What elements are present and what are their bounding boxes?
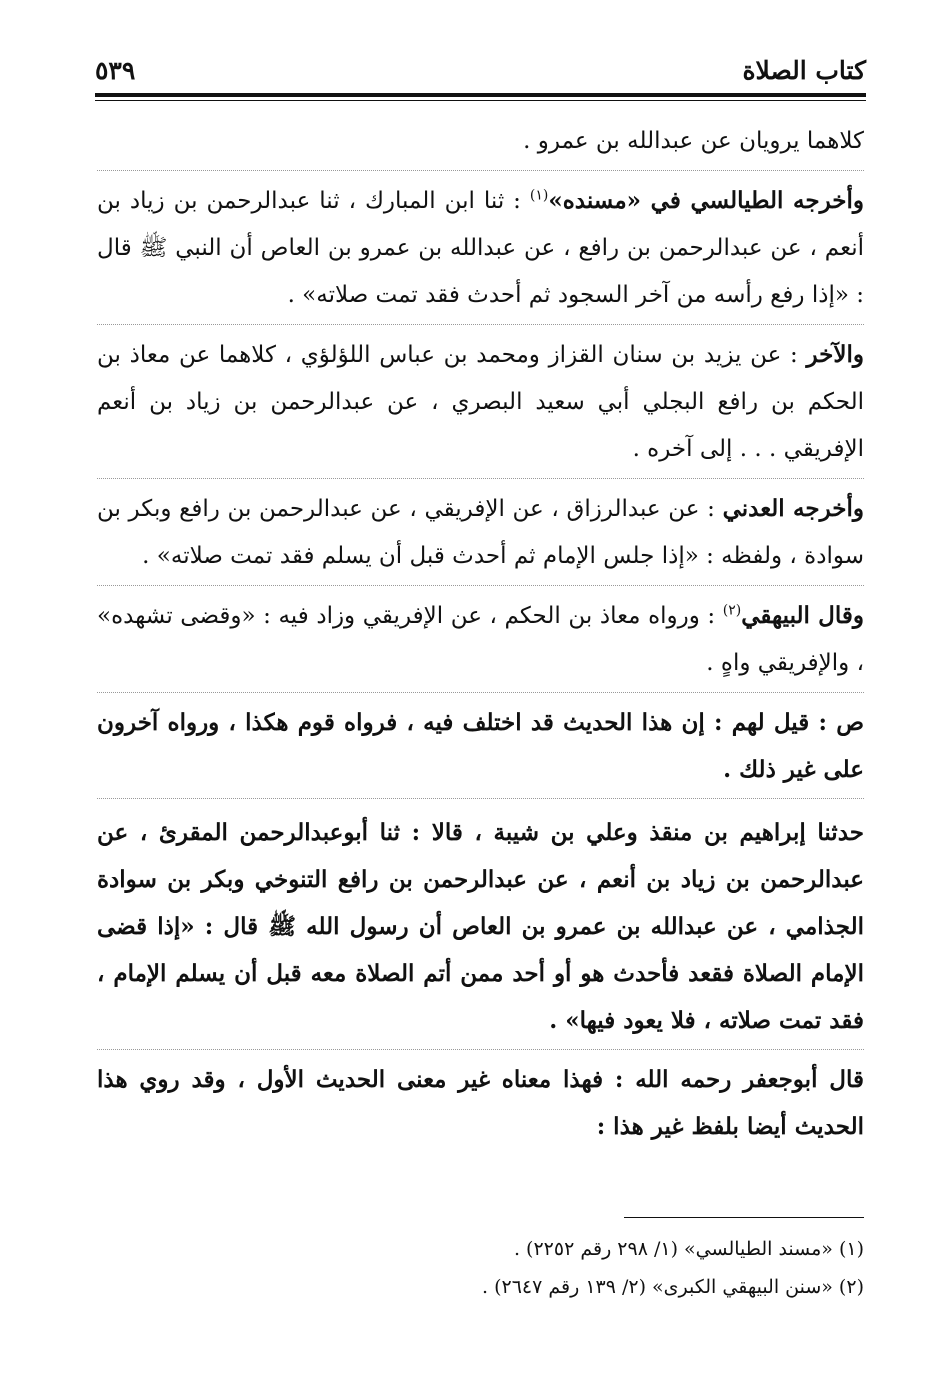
paragraph [97,177,864,325]
paragraph-text: : عن يزيد بن سنان القزاز ومحمد بن عباس اللؤلؤي ، كلاهما عن معاذ بن الحكم بن رافع البجلي أبي سعيد البصري ، عن عبدالرحمن بن زياد بن أنعم الإفريقي . . . إلى آخره . [97,342,864,462]
paragraph-lead: ص [836,709,864,736]
chapter-title: كتاب الصلاة [742,56,866,85]
running-header [95,52,866,92]
footnotes [97,1230,864,1306]
footnote-reference: (٢) [722,602,742,619]
paragraph-text: قال أبوجعفر رحمه الله : فهذا معناه غير معنى الحديث الأول ، وقد روي هذا الحديث أيضا بلفظ غير هذا : [97,1066,864,1140]
footnote: (٢) «سنن البيهقي الكبرى» (٢/ ١٣٩ رقم ٢٦٤٧) . [482,1276,864,1298]
header-rule-thick [95,93,866,97]
paragraph-text: : ورواه معاذ بن الحكم ، عن الإفريقي وزاد فيه : «وقضى تشهده» ، والإفريقي واهٍ . [97,603,864,676]
paragraph-text: حدثنا إبراهيم بن منقذ وعلي بن شيبة ، قالا : ثنا أبوعبدالرحمن المقرئ ، عن عبدالرحمن بن زياد بن أنعم ، عن عبدالرحمن بن رافع التنوخي وبكر بن سوادة الجذامي ، عن عبدالله بن عمرو بن العاص أن رسول الله ﷺ قال : «إذا قضى الإمام الصلاة فقعد فأحدث هو أو أحد ممن أتم الصلاة معه قبل أن يسلم الإمام ، فقد تمت صلاته ، فلا يعود فيها» . [97,819,864,1034]
paragraph-hadith [97,1056,864,1155]
footnote-rule [624,1217,864,1218]
footnote-reference: (١) [529,187,549,204]
paragraph-text: : قيل لهم : إن هذا الحديث قد اختلف فيه ، فرواه قوم هكذا ، ورواه آخرون على غير ذلك . [97,709,864,783]
paragraph-lead: والآخر [806,341,864,368]
paragraph-lead: وأخرجه العدني [722,495,864,522]
paragraph-text: كلاهما يرويان عن عبدالله بن عمرو . [523,128,864,154]
paragraph [97,592,864,693]
paragraph-hadith [97,809,864,1050]
paragraph [97,331,864,479]
main-text [97,118,864,1161]
paragraph-lead: وأخرجه الطيالسي في «مسنده» [548,187,865,214]
paragraph-text: : ثنا ابن المبارك ، ثنا عبدالرحمن بن زياد بن أنعم ، عن عبدالرحمن بن رافع ، عن عبدالله بن عمرو بن العاص أن النبي ﷺ قال : «إذا رفع رأسه من آخر السجود ثم أحدث فقد تمت صلاته» . [97,188,864,308]
header-rule-thin [95,100,866,101]
paragraph [97,485,864,586]
page-number: ٥٣٩ [95,56,136,85]
footnote: (١) «مسند الطيالسي» (١/ ٢٩٨ رقم ٢٢٥٢) . [513,1238,864,1260]
paragraph-commentary [97,699,864,799]
paragraph-lead: وقال البيهقي [741,602,864,629]
paragraph [97,118,864,171]
paragraph-text: : عن عبدالرزاق ، عن الإفريقي ، عن عبدالرحمن بن رافع وبكر بن سوادة ، ولفظه : «إذا جلس الإمام ثم أحدث قبل أن يسلم فقد تمت صلاته» . [97,496,864,569]
